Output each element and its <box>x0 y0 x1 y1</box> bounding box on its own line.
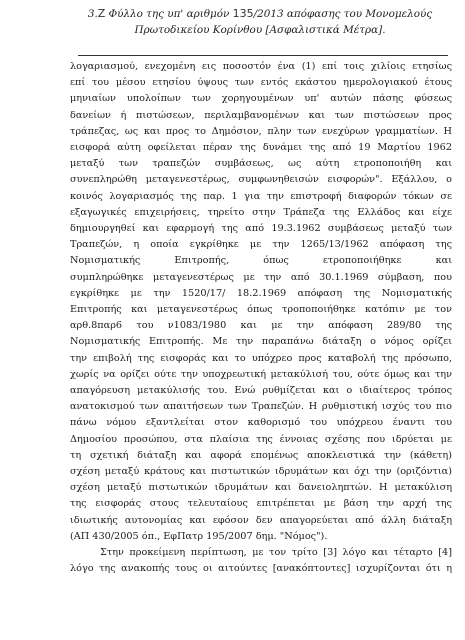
text-line: πάνω νόμου εξαντλείται στον καθορισμό του υπόχρεου έναντι του <box>70 417 452 429</box>
text-line: χωρίς να ορίζει ούτε την υποχρεωτική μετακύλισή του, ούτε όμως και την <box>70 368 452 380</box>
text-line: εισφορά αύτη οφείλεται πέραν της δυνάμει της από 19 Μαρτίου 1962 <box>70 142 452 154</box>
text-line: Τραπεζών, η οποία εγκρίθηκε με την 1265/13/1962 απόφαση της <box>70 239 452 251</box>
text-line: αρθ.8παρ6 του ν1083/1980 και με την απόφαση 289/80 της <box>70 320 452 332</box>
text-line: Νομισματικής Επιτροπής. Με την παραπάνω διάταξη ο νόμος ορίζει <box>70 336 452 348</box>
text-line: δανείων ή πιστώσεων, περιλαμβανομένων και των πιστώσεων προς <box>70 109 452 121</box>
text-line: της εισφοράς στους τελευταίους επιτρέπεται με βάση την αρχή της <box>70 498 452 510</box>
page-header <box>70 6 450 38</box>
header-handwritten-number: 135 <box>232 7 254 20</box>
body-text <box>70 59 452 578</box>
text-line: επί του μέσου ετησίου ύψους των εντός εκάστου ημερολογιακού έτους <box>70 77 452 89</box>
text-line: Στην προκείμενη περίπτωση, με τον τρίτο [3] λόγο και τέταρτο [4] <box>100 547 452 559</box>
text-line: λογαριασμού, ενεχομένη εις ποσοστόν ένα (1) επί τοις χιλίοις ετησίως <box>70 61 452 72</box>
text-line: σχέση μεταξύ πιστωτικών ιδρυμάτων και δανειοληπτών. Η μετακύλιση <box>70 482 452 494</box>
text-line: συνεπληρώθη μεταγενεστέρως, συμφωνηθεισών εισφορών". Εξάλλου, ο <box>70 174 452 186</box>
text-line: εξαγωγικές επιχειρήσεις, τηρείτο στην Τράπεζα της Ελλάδος και είχε <box>70 206 452 218</box>
text-line: μηνιαίων υπολοίπων των χορηγουμένων υπ' αυτών πάσης φύσεως <box>70 93 452 105</box>
text-line: ανατοκισμού των απαιτήσεων των Τραπεζών. Η ρυθμιστική ισχύς του πιο <box>70 401 452 413</box>
text-line: μεταξύ των τραπεζών συμβάσεως, ως αύτη ετροποποιήθη και <box>70 158 452 170</box>
header-sheet-prefix: 3. <box>87 8 98 20</box>
header-decision-suffix: /2013 απόφασης του Μονομελούς <box>253 8 433 20</box>
text-line: απαγόρευση μετακύλισής του. Ενώ ρυθμίζεται και ο ιδιαίτερος τρόπος <box>70 385 452 397</box>
text-line: την επιβολή της εισφοράς και το υπόχρεο προς καταβολή της πρόσωπο, <box>70 352 452 364</box>
text-line: δημιουργηθεί και εφαρμογή της από 19.3.1962 συμβάσεως μεταξύ των <box>70 223 452 235</box>
header-line-1 <box>70 6 450 22</box>
text-line: Δημοσίου προσώπου, στα πλαίσια της έννοιας σχέσης που ιδρύεται με <box>70 433 452 445</box>
text-line: σχέση μεταξύ κράτους και πιστωτικών ιδρυμάτων και όχι την (οριζόντια) <box>70 466 452 478</box>
header-line-2: Πρωτοδικείου Κορίνθου [Ασφαλιστικά Μέτρα]. <box>134 24 386 36</box>
text-line: Νομισματικής Επιτροπής, όπως ετροποποιήθηκε και <box>70 255 452 267</box>
text-line: λόγο της ανακοπής τους οι αιτούντες [ανακόπτοντες] ισχυρίζονται ότι η <box>70 563 452 575</box>
text-line: συμπληρώθηκε μεταγενεστέρως με την από 30.1.1969 σύμβαση, που <box>70 271 452 283</box>
text-line: (ΑΠ 430/2005 όπ., ΕφΠατρ 195/2007 δημ. "Νόμος"). <box>70 530 328 542</box>
text-line: Επιτροπής και μεταγενεστέρως όπως τροποποιήθηκε κατόπιν με τον <box>70 304 452 316</box>
text-line: ιδιωτικής αυτονομίας και εφόσον δεν απαγορεύεται από άλλη διάταξη <box>70 514 452 526</box>
text-line: κοινός λογαριασμός της παρ. 1 για την επιστροφή διαφορών τόκων σε <box>70 190 452 202</box>
text-line: τράπεζας, ως και προς το Δημόσιον, πλην των ενεχύρων γραμματίων. Η <box>70 125 452 137</box>
header-handwritten-mark: Ζ <box>97 7 106 20</box>
text-line: τη σχετική διάταξη και αφορά επομένως αποκλειστικά την (κάθετη) <box>70 449 452 461</box>
text-line: εγκρίθηκε με την 1520/17/ 18.2.1969 απόφαση της Νομισματικής <box>70 287 452 299</box>
header-rule <box>78 55 448 56</box>
header-sheet-label: Φύλλο της υπ' αριθμόν <box>108 8 230 20</box>
